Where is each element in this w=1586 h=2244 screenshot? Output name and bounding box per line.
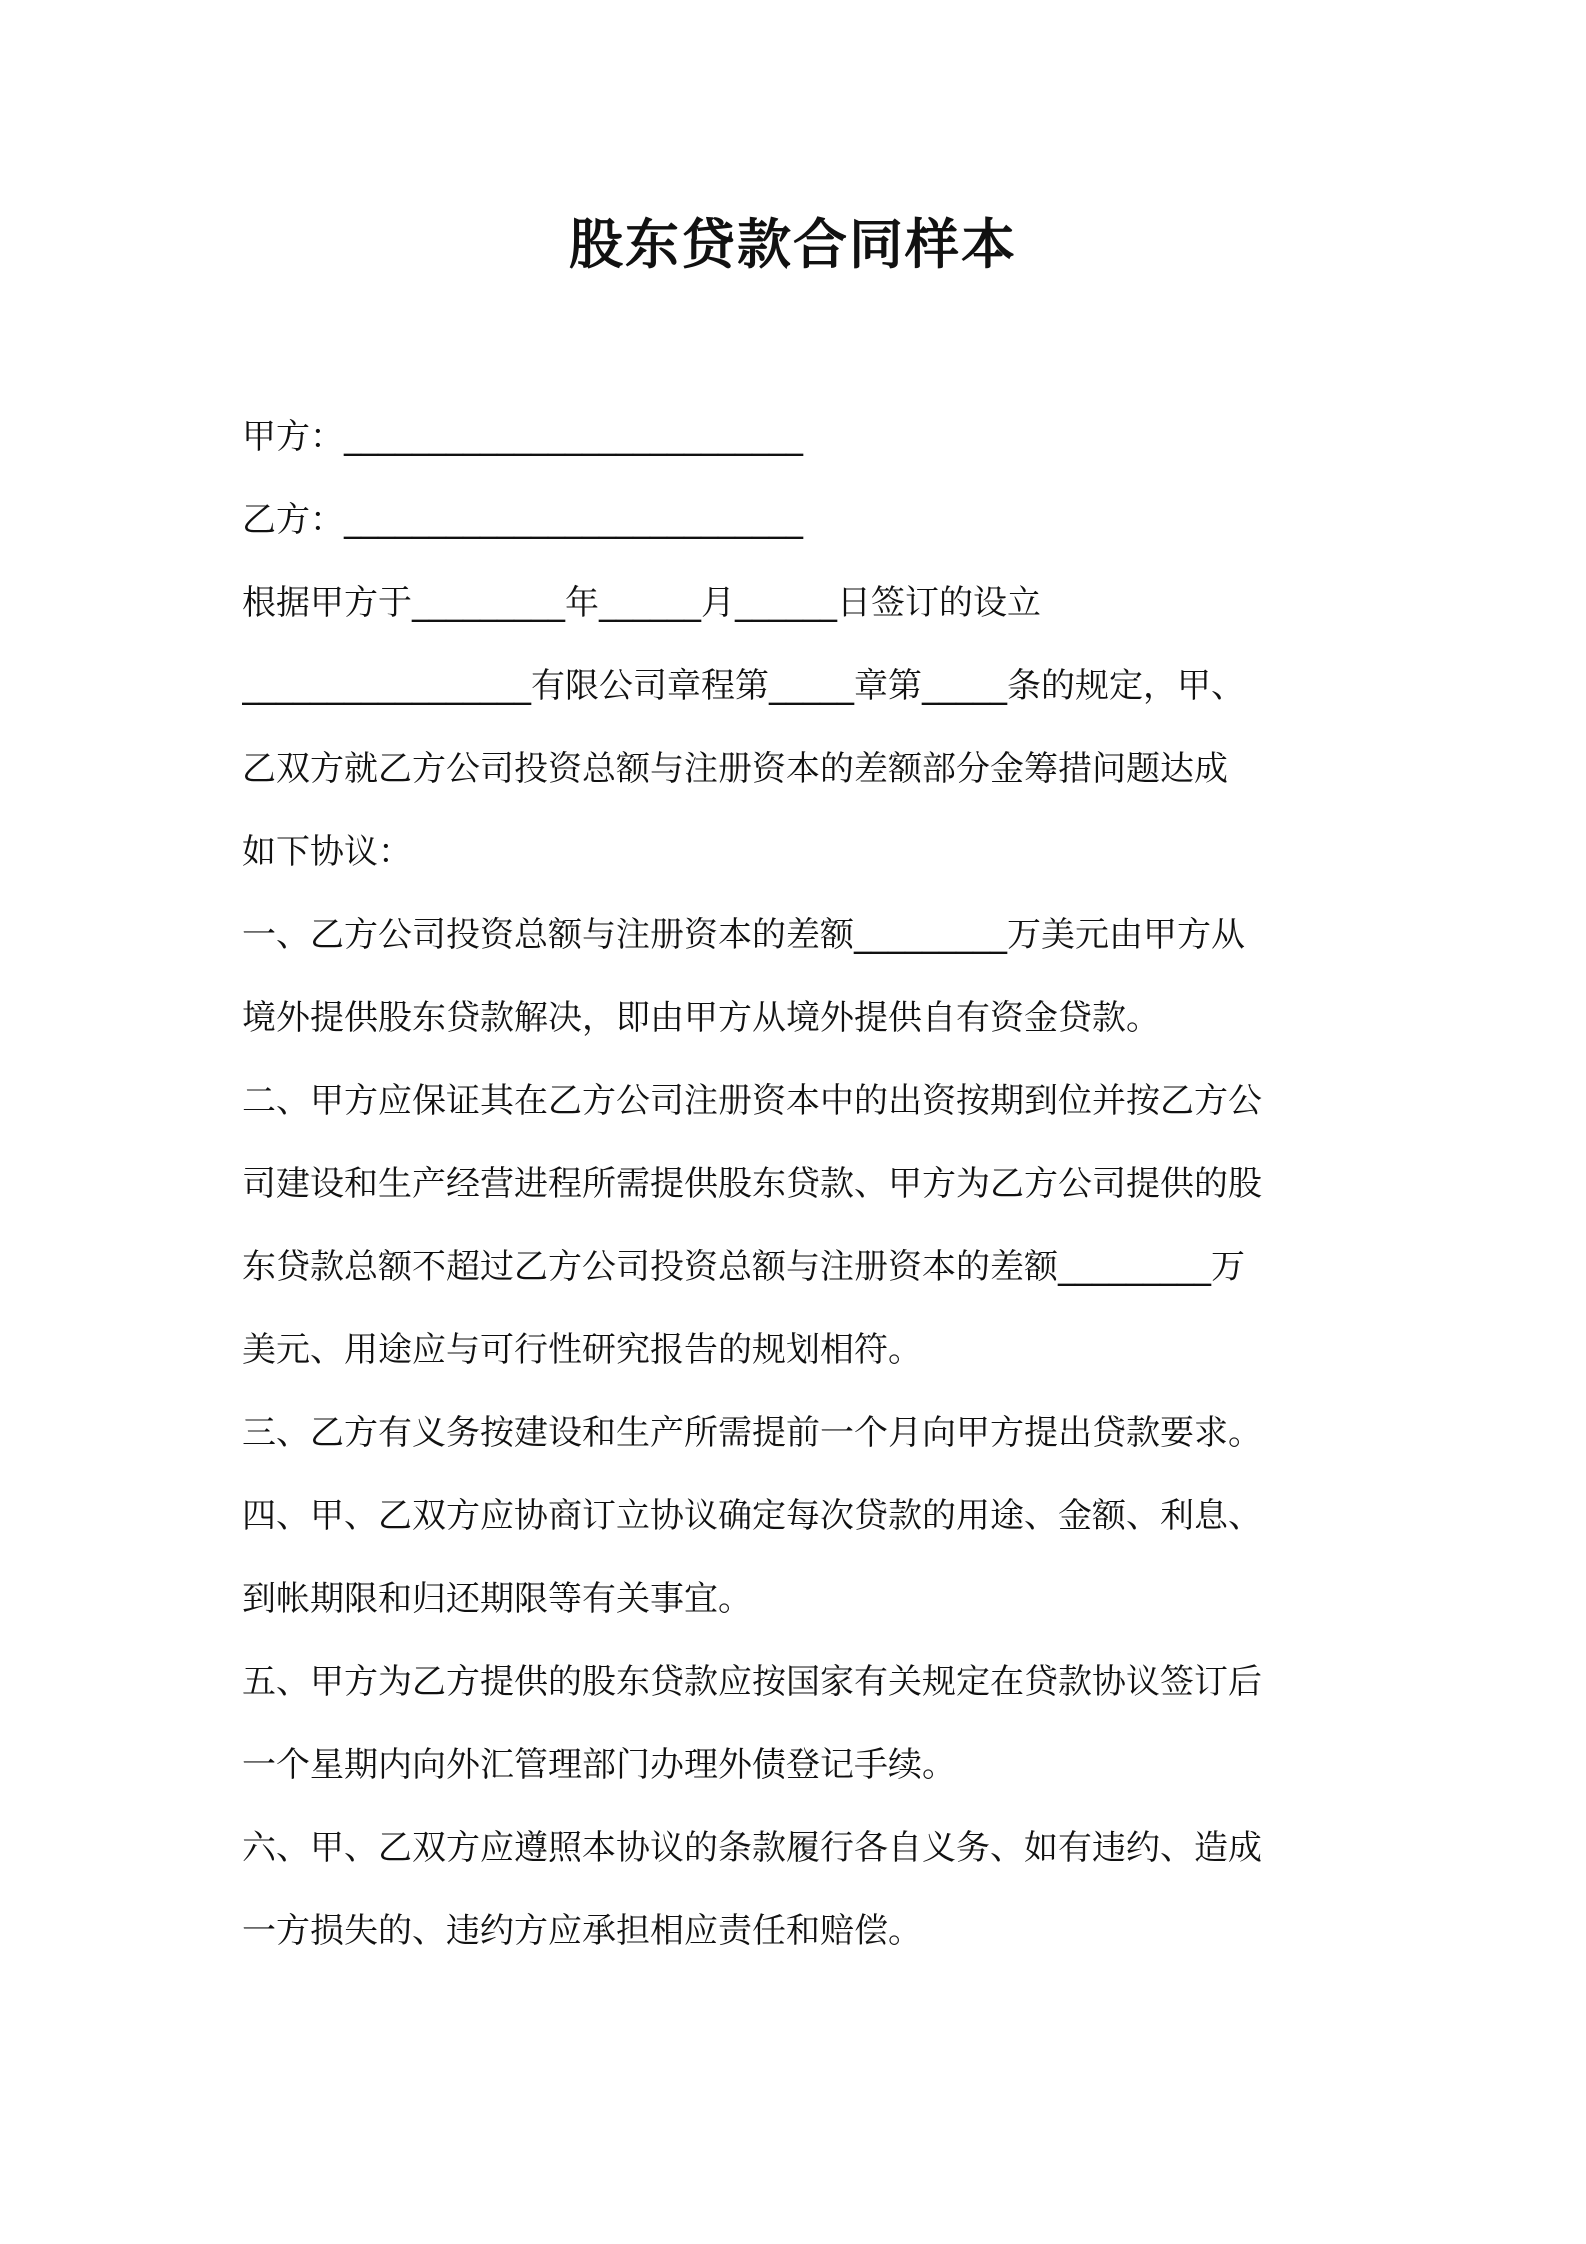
preamble-line-3: 乙双方就乙方公司投资总额与注册资本的差额部分金筹措问题达成 bbox=[242, 749, 1228, 789]
clause-5-line-2: 一个星期内向外汇管理部门办理外债登记手续。 bbox=[242, 1745, 956, 1785]
clause-2-line-3: 东贷款总额不超过乙方公司投资总额与注册资本的差额_________万 bbox=[242, 1247, 1245, 1287]
clause-1-line-2: 境外提供股东贷款解决，即由甲方从境外提供自有资金贷款。 bbox=[242, 998, 1160, 1038]
party-b-line: 乙方：___________________________ bbox=[242, 500, 803, 540]
clause-2-line-2: 司建设和生产经营进程所需提供股东贷款、甲方为乙方公司提供的股 bbox=[242, 1164, 1262, 1204]
document-title: 股东贷款合同样本 bbox=[569, 213, 1017, 276]
preamble-line-1: 根据甲方于_________年______月______日签订的设立 bbox=[242, 583, 1041, 623]
clause-6-line-1: 六、甲、乙双方应遵照本协议的条款履行各自义务、如有违约、造成 bbox=[242, 1828, 1262, 1868]
clause-5-line-1: 五、甲方为乙方提供的股东贷款应按国家有关规定在贷款协议签订后 bbox=[242, 1662, 1262, 1702]
clause-2-line-1: 二、甲方应保证其在乙方公司注册资本中的出资按期到位并按乙方公 bbox=[242, 1081, 1262, 1121]
document-body bbox=[242, 402, 1372, 1979]
clause-2-line-4: 美元、用途应与可行性研究报告的规划相符。 bbox=[242, 1330, 922, 1370]
preamble-line-2: _________________有限公司章程第_____章第_____条的规定，甲、 bbox=[242, 666, 1245, 706]
preamble-line-4: 如下协议： bbox=[242, 832, 412, 872]
clause-4-line-1: 四、甲、乙双方应协商订立协议确定每次贷款的用途、金额、利息、 bbox=[242, 1496, 1262, 1536]
clause-4-line-2: 到帐期限和归还期限等有关事宜。 bbox=[242, 1579, 752, 1619]
clause-6-line-2: 一方损失的、违约方应承担相应责任和赔偿。 bbox=[242, 1911, 922, 1951]
party-a-line: 甲方：___________________________ bbox=[242, 417, 803, 457]
clause-1-line-1: 一、乙方公司投资总额与注册资本的差额_________万美元由甲方从 bbox=[242, 915, 1245, 955]
clause-3-line-1: 三、乙方有义务按建设和生产所需提前一个月向甲方提出贷款要求。 bbox=[242, 1413, 1262, 1453]
